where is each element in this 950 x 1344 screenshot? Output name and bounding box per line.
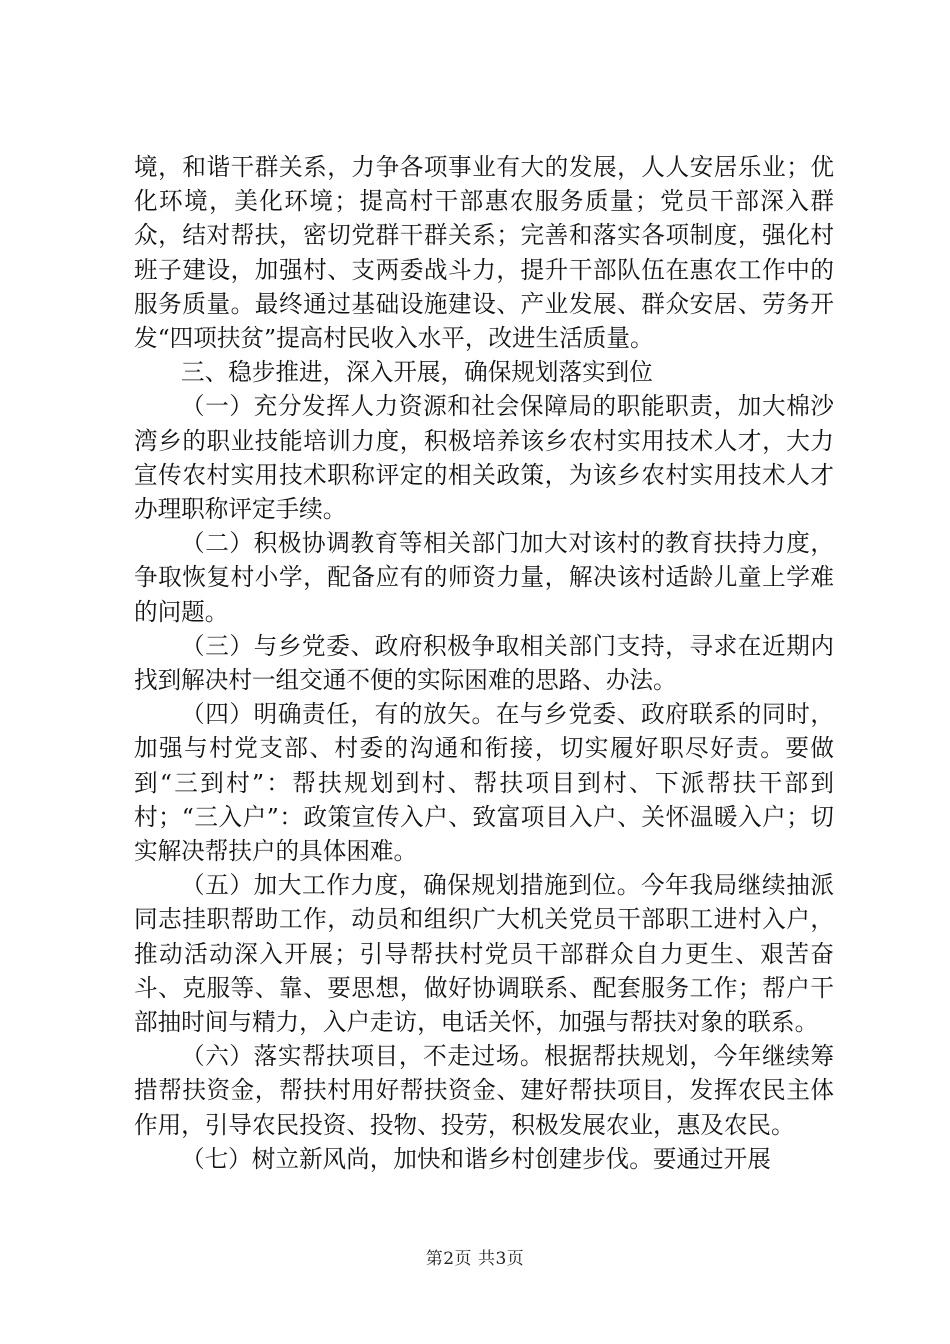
paragraph-continuation: 境，和谐干群关系，力争各项事业有大的发展，人人安居乐业；优化环境，美化环境；提高村干部惠农服务质量；党员干部深入群众，结对帮扶，密切党群干群关系；完善和落实各项制度，强化村班子建设，加强村、支两委战斗力，提升干部队伍在惠农工作中的服务质量。最终通过基础设施建设、产业发展、群众安居、劳务开发“四项扶贫”提高村民收入水平，改进生活质量。 <box>134 153 834 353</box>
paragraph-item-4: （四）明确责任，有的放矢。在与乡党委、政府联系的同时，加强与村党支部、村委的沟通和衔接，切实履好职尽好责。要做到“三到村”：帮扶规划到村、帮扶项目到村、下派帮扶干部到村；“三入户”：政策宣传入户、致富项目入户、关怀温暖入户；切实解决帮扶户的具体困难。 <box>134 700 834 866</box>
section-heading-three: 三、稳步推进，深入开展，确保规划落实到位 <box>181 358 653 387</box>
paragraph-item-6: （六）落实帮扶项目，不走过场。根据帮扶规划，今年继续筹措帮扶资金，帮扶村用好帮扶资金、建好帮扶项目，发挥农民主体作用，引导农民投资、投物、投劳，积极发展农业，惠及农民。 <box>134 1042 834 1139</box>
paragraph-item-7: （七）树立新风尚，加快和谐乡村创建步伐。要通过开展 <box>181 1144 771 1173</box>
paragraph-item-3: （三）与乡党委、政府积极争取相关部门支持，寻求在近期内找到解决村一组交通不便的实际困难的思路、办法。 <box>134 631 834 695</box>
paragraph-item-1: （一）充分发挥人力资源和社会保障局的职能职责，加大棉沙湾乡的职业技能培训力度，积极培养该乡农村实用技术人才，大力宣传农村实用技术职称评定的相关政策，为该乡农村实用技术人才办理职称评定手续。 <box>134 392 834 524</box>
paragraph-item-2: （二）积极协调教育等相关部门加大对该村的教育扶持力度，争取恢复村小学，配备应有的师资力量，解决该村适龄儿童上学难的问题。 <box>134 529 834 626</box>
page-number-footer: 第2页 共3页 <box>425 1249 525 1269</box>
document-body <box>134 150 834 1176</box>
paragraph-item-5: （五）加大工作力度，确保规划措施到位。今年我局继续抽派同志挂职帮助工作，动员和组织广大机关党员干部职工进村入户，推动活动深入开展；引导帮扶村党员干部群众自力更生、艰苦奋斗、克服等、靠、要思想，做好协调联系、配套服务工作；帮户干部抽时间与精力，入户走访，电话关怀，加强与帮扶对象的联系。 <box>134 871 834 1037</box>
